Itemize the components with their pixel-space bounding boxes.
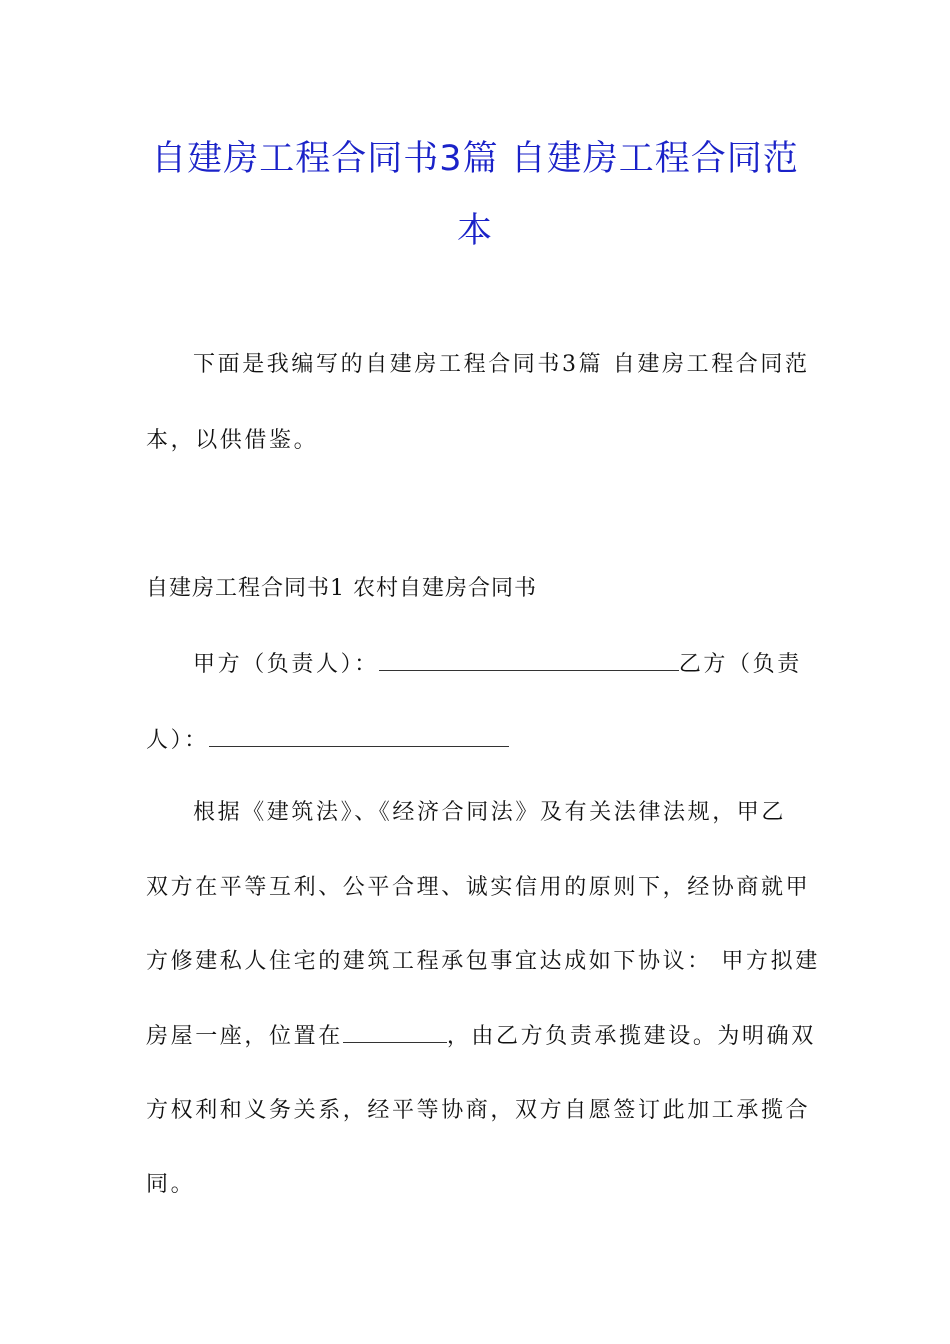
party-a-blank bbox=[379, 648, 679, 671]
document-title-line-2: 本 bbox=[456, 211, 493, 251]
party-a-label: 甲方（负责人）： bbox=[193, 652, 379, 677]
para1-line-6: 同。 bbox=[146, 1172, 196, 1197]
section-heading: 自建房工程合同书1 农村自建房合同书 bbox=[146, 576, 537, 601]
intro-line-1: 下面是我编写的自建房工程合同书3篇 自建房工程合同范 bbox=[193, 352, 810, 377]
party-a-line bbox=[193, 647, 802, 678]
para1-line-1: 根据《建筑法》、《经济合同法》及有关法律法规，甲乙 bbox=[193, 800, 787, 825]
para1-line-2: 双方在平等互利、公平合理、诚实信用的原则下，经协商就甲 bbox=[146, 875, 811, 900]
intro-line-2: 本，以供借鉴。 bbox=[146, 428, 319, 453]
para1-line-5: 方权利和义务关系，经平等协商，双方自愿签订此加工承揽合 bbox=[146, 1098, 811, 1123]
party-b-line bbox=[146, 723, 509, 754]
location-blank bbox=[343, 1020, 447, 1043]
para1-line-4-before: 房屋一座，位置在 bbox=[146, 1024, 343, 1049]
para1-line-3: 方修建私人住宅的建筑工程承包事宜达成如下协议： 甲方拟建 bbox=[146, 949, 820, 974]
party-b-blank bbox=[209, 724, 509, 747]
party-b-label-start: 乙方（负责 bbox=[678, 652, 802, 677]
document-title-line-1: 自建房工程合同书3篇 自建房工程合同范 bbox=[151, 139, 799, 179]
party-b-label-end: 人）： bbox=[146, 728, 209, 753]
para1-line-4-after: ，由乙方负责承揽建设。为明确双 bbox=[446, 1024, 816, 1049]
para1-line-4 bbox=[146, 1019, 816, 1050]
